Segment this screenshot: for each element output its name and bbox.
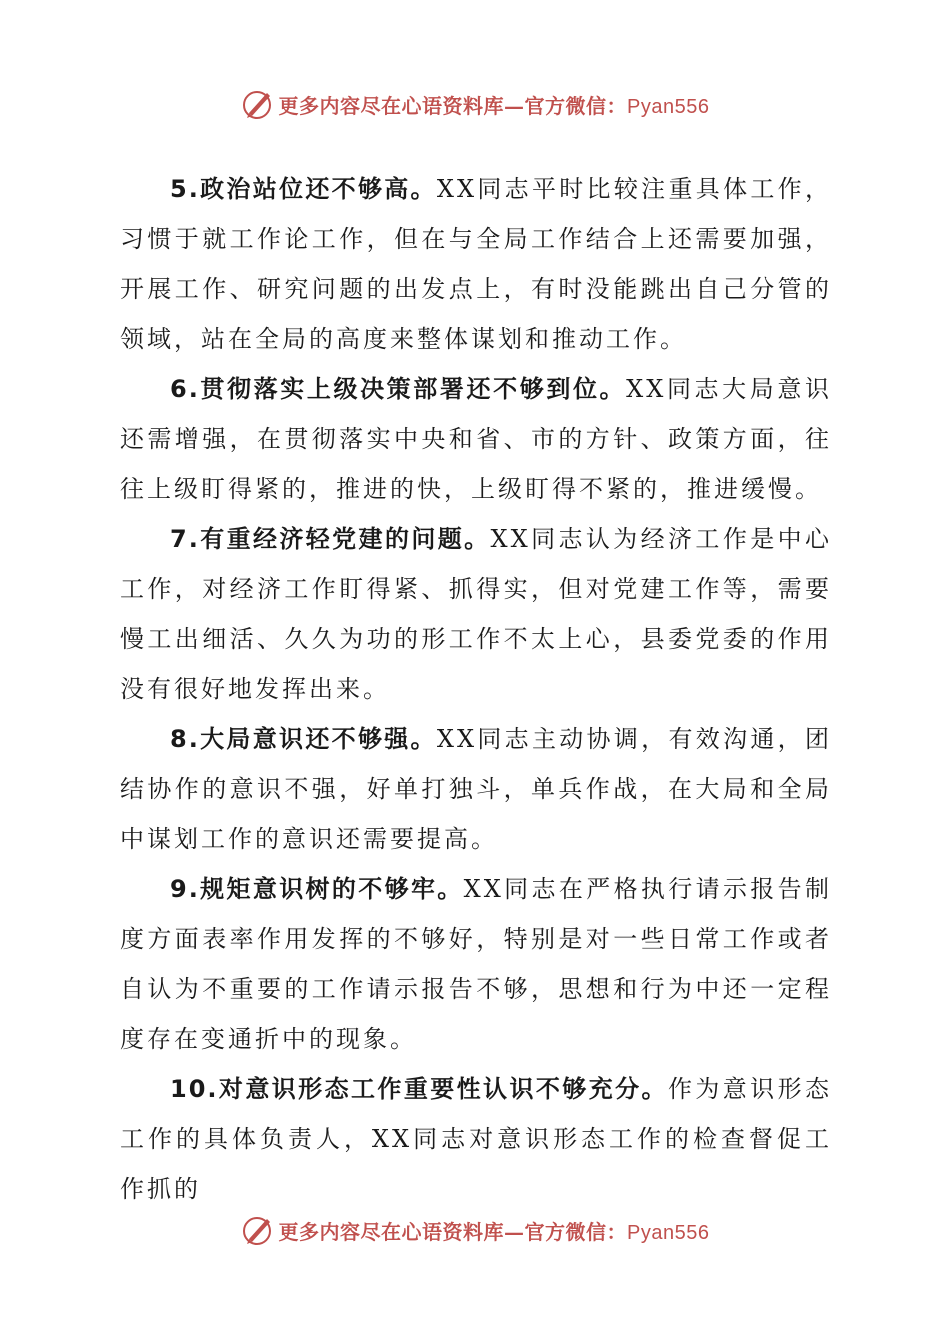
paragraph-heading: 10.对意识形态工作重要性认识不够充分。 bbox=[170, 1075, 668, 1103]
paragraph-heading: 8.大局意识还不够强。 bbox=[170, 725, 437, 753]
paragraph-8 bbox=[120, 714, 832, 864]
paragraph-text: XX同志认为经济工作是中心工作，对经济工作盯得紧、抓得实，但对党建工作等，需要慢工出细活、久久为功的形工作不太上心，县委党委的作用没有很好地发挥出来。 bbox=[120, 525, 832, 703]
document-body bbox=[120, 164, 832, 1214]
watermark-id: Pyan556 bbox=[627, 1221, 710, 1244]
paragraph-text: XX同志主动协调，有效沟通，团结协作的意识不强，好单打独斗，单兵作战，在大局和全局中谋划工作的意识还需要提高。 bbox=[120, 725, 832, 853]
watermark-id: Pyan556 bbox=[627, 95, 710, 118]
paragraph-5 bbox=[120, 164, 832, 364]
paragraph-text: XX同志平时比较注重具体工作，习惯于就工作论工作，但在与全局工作结合上还需要加强，开展工作、研究问题的出发点上，有时没能跳出自己分管的领域，站在全局的高度来整体谋划和推动工作。 bbox=[120, 175, 832, 353]
paragraph-heading: 6.贯彻落实上级决策部署还不够到位。 bbox=[170, 375, 627, 403]
pen-logo-icon bbox=[241, 1213, 275, 1247]
watermark-text: 更多内容尽在心语资料库—官方微信： bbox=[278, 1219, 628, 1244]
paragraph-6 bbox=[120, 364, 832, 514]
paragraph-9 bbox=[120, 864, 832, 1064]
paragraph-heading: 5.政治站位还不够高。 bbox=[170, 175, 437, 203]
paragraph-text: XX同志大局意识还需增强，在贯彻落实中央和省、市的方针、政策方面，往往上级盯得紧的，推进的快，上级盯得不紧的，推进缓慢。 bbox=[120, 375, 832, 503]
header-watermark bbox=[0, 84, 950, 124]
footer-watermark bbox=[0, 1210, 950, 1250]
pen-logo-icon bbox=[241, 87, 275, 121]
watermark-text: 更多内容尽在心语资料库—官方微信： bbox=[278, 93, 628, 118]
paragraph-heading: 7.有重经济轻党建的问题。 bbox=[170, 525, 491, 553]
paragraph-10 bbox=[120, 1064, 832, 1214]
paragraph-text: XX同志在严格执行请示报告制度方面表率作用发挥的不够好，特别是对一些日常工作或者自认为不重要的工作请示报告不够，思想和行为中还一定程度存在变通折中的现象。 bbox=[120, 875, 833, 1053]
paragraph-heading: 9.规矩意识树的不够牢。 bbox=[170, 875, 464, 903]
paragraph-text: 作为意识形态工作的具体负责人，XX同志对意识形态工作的检查督促工作抓的 bbox=[120, 1075, 832, 1203]
paragraph-7 bbox=[120, 514, 832, 714]
